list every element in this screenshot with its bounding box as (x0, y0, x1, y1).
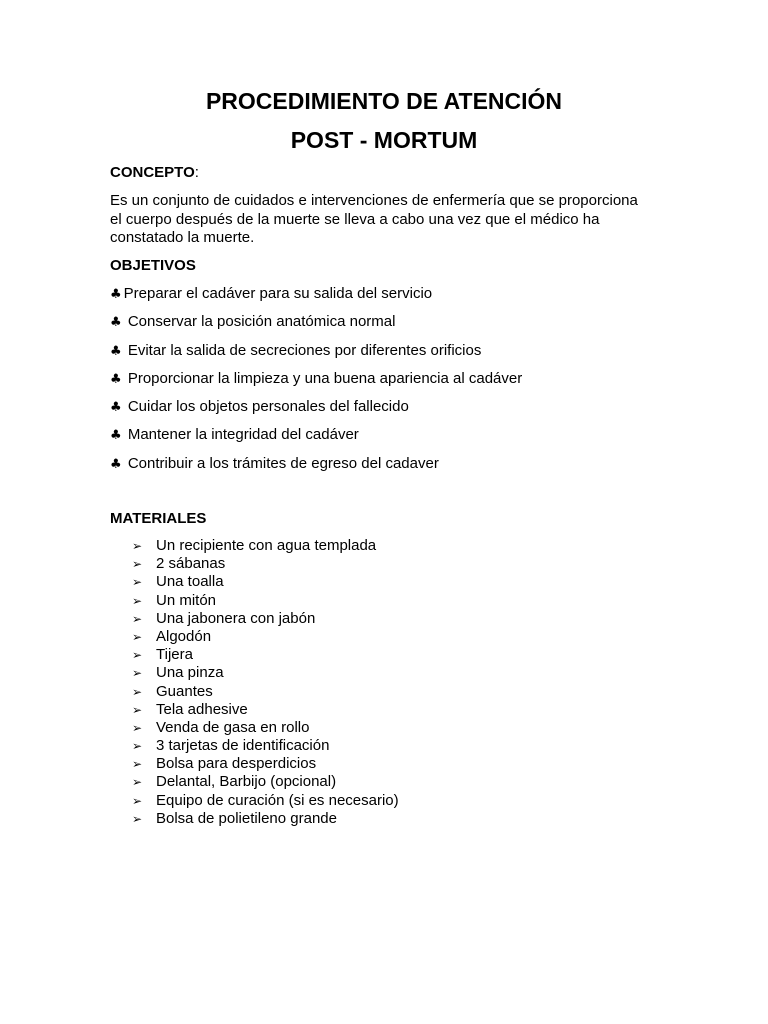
material-item-text: Un recipiente con agua templada (156, 537, 377, 554)
objective-item-text: Contribuir a los trámites de egreso del cadaver (123, 454, 439, 472)
document-title-line-2: POST - MORTUM (290, 127, 478, 153)
material-item (132, 755, 399, 773)
arrowhead-right-icon: ➢ (132, 811, 143, 826)
material-item-text: Delantal, Barbijo (opcional) (156, 773, 337, 791)
material-item-text: Algodón (156, 627, 212, 645)
objectives-heading: OBJETIVOS (110, 257, 196, 274)
club-suit-icon: ♣ (110, 428, 122, 444)
arrowhead-right-icon: ➢ (132, 593, 143, 608)
objective-item (110, 341, 522, 369)
material-item-text: Una toalla (156, 573, 224, 591)
material-item (132, 664, 399, 682)
material-item (132, 773, 399, 791)
arrowhead-right-icon: ➢ (132, 702, 143, 717)
materials-heading: MATERIALES (110, 510, 207, 527)
material-item (132, 737, 399, 755)
objective-item-text: Proporcionar la limpieza y una buena apariencia al cadáver (123, 369, 523, 387)
material-item (132, 719, 399, 737)
objective-item-text: Mantener la integridad del cadáver (123, 426, 359, 444)
arrowhead-right-icon: ➢ (132, 775, 143, 790)
material-item-text: Equipo de curación (si es necesario) (156, 791, 399, 809)
material-item (132, 792, 399, 810)
concept-heading (110, 164, 199, 182)
material-item (132, 810, 399, 828)
club-suit-icon: ♣ (110, 343, 122, 359)
arrowhead-right-icon: ➢ (132, 739, 143, 754)
materials-list (132, 537, 399, 828)
material-item-text: Un mitón (156, 591, 217, 609)
document-title-line-1: PROCEDIMIENTO DE ATENCIÓN (205, 88, 563, 114)
club-suit-icon: ♣ (110, 287, 122, 302)
club-suit-icon: ♣ (110, 456, 122, 472)
arrowhead-right-icon: ➢ (132, 575, 143, 590)
material-item (132, 683, 399, 701)
arrowhead-right-icon: ➢ (132, 557, 143, 572)
arrowhead-right-icon: ➢ (132, 629, 143, 644)
objective-item-text: Conservar la posición anatómica normal (123, 313, 396, 331)
material-item (132, 610, 399, 628)
club-suit-icon: ♣ (110, 371, 122, 387)
arrowhead-right-icon: ➢ (132, 720, 143, 735)
arrowhead-right-icon: ➢ (132, 666, 143, 681)
material-item (132, 701, 399, 719)
objective-item (110, 425, 522, 453)
material-item-text: Guantes (156, 682, 213, 700)
objectives-list (110, 284, 522, 482)
material-item-text: Venda de gasa en rollo (156, 718, 310, 736)
objective-item (110, 284, 522, 312)
arrowhead-right-icon: ➢ (132, 539, 143, 553)
arrowhead-right-icon: ➢ (132, 757, 143, 772)
material-item (132, 555, 399, 573)
objective-item (110, 312, 522, 340)
material-item-text: 2 sábanas (156, 555, 226, 573)
objective-item-text: Evitar la salida de secreciones por diferentes orificios (123, 341, 482, 359)
arrowhead-right-icon: ➢ (132, 611, 143, 626)
club-suit-icon: ♣ (110, 315, 122, 331)
material-item-text: 3 tarjetas de identificación (156, 737, 330, 755)
material-item-text: Bolsa de polietileno grande (156, 809, 337, 827)
material-item (132, 646, 399, 664)
objective-item-text: Preparar el cadáver para su salida del servicio (123, 285, 433, 302)
concept-heading-colon: : (194, 164, 199, 181)
objective-item (110, 397, 522, 425)
objective-item (110, 369, 522, 397)
arrowhead-right-icon: ➢ (132, 684, 143, 699)
material-item-text: Una jabonera con jabón (156, 609, 316, 627)
material-item-text: Una pinza (156, 664, 224, 682)
objective-item (110, 454, 522, 482)
objective-item-text: Cuidar los objetos personales del fallecido (123, 398, 409, 416)
material-item (132, 537, 399, 555)
concept-heading-text: CONCEPTO (110, 164, 195, 181)
arrowhead-right-icon: ➢ (132, 648, 143, 663)
material-item (132, 592, 399, 610)
material-item-text: Tela adhesive (156, 700, 248, 718)
material-item-text: Tijera (156, 646, 193, 664)
material-item (132, 628, 399, 646)
arrowhead-right-icon: ➢ (132, 793, 143, 808)
club-suit-icon: ♣ (110, 400, 122, 416)
concept-paragraph: Es un conjunto de cuidados e intervenciones de enfermería que se proporciona el cuerpo después de la muerte se lleva a cabo una vez que el médico ha constatado la muerte. (110, 192, 638, 246)
material-item (132, 573, 399, 591)
material-item-text: Bolsa para desperdicios (156, 755, 317, 773)
